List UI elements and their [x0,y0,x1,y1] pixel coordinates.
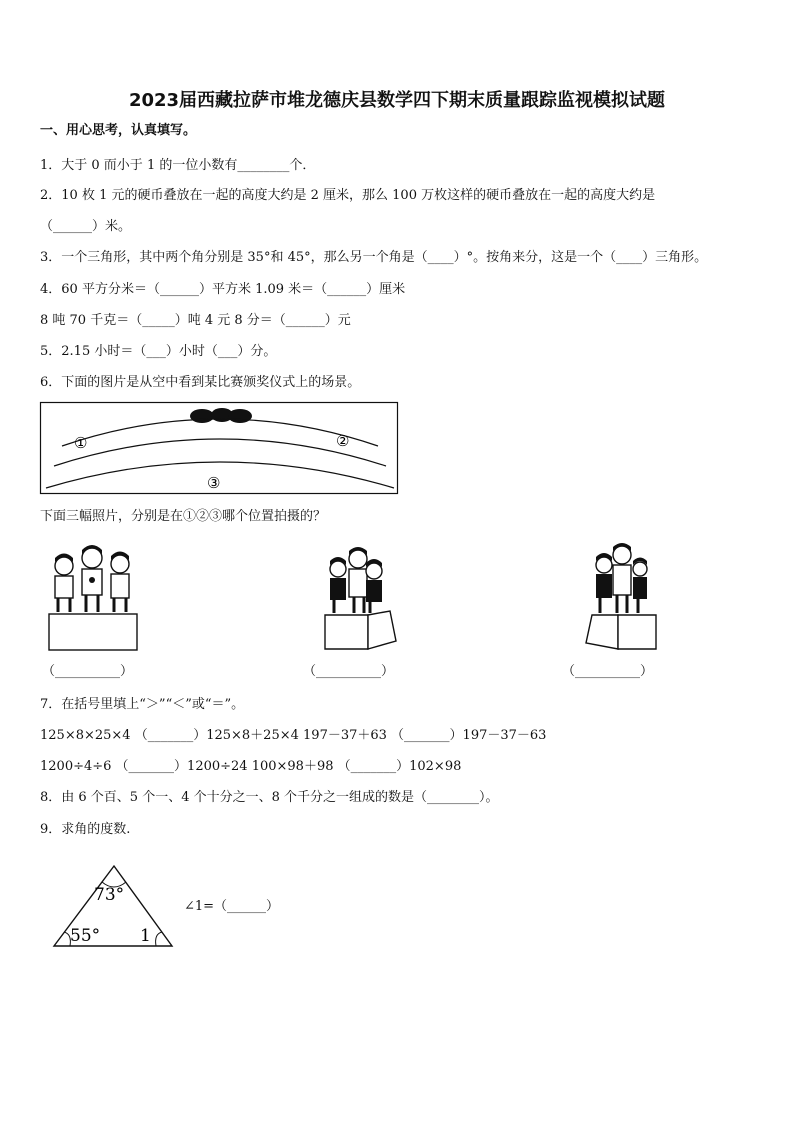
angle-answer: ∠1=（______） [184,899,280,914]
question-1: 1．大于 0 而小于 1 的一位小数有________个． [40,158,316,173]
question-8: 8．由 6 个百、5 个一、4 个十分之一、8 个千分之一组成的数是（________）。 [40,790,499,805]
photo-front-view [46,540,140,652]
photo-side-view-left [322,545,400,653]
photo-side-view-right [582,543,660,653]
position-label-3: ③ [207,474,221,492]
angle-label-left: 55° [70,926,101,946]
page-title: 2023届西藏拉萨市堆龙德庆县数学四下期末质量跟踪监视模拟试题 [128,90,666,111]
angle-label-top: 73° [94,885,125,905]
position-label-2: ② [336,432,350,450]
question-4-line-2: 8 吨 70 千克＝（_____）吨 4 元 8 分＝（______）元 [40,313,351,328]
question-7-row-2: 1200÷4÷6 （_______）1200÷24 100×98＋98 （_______）102×98 [40,759,462,774]
section-heading: 一、用心思考，认真填写。 [40,123,197,138]
triangle-figure [50,862,176,952]
angle-label-right: 1 [140,926,151,946]
question-6-sub: 下面三幅照片，分别是在①②③哪个位置拍摄的？ [40,509,327,524]
question-6: 6．下面的图片是从空中看到某比赛颁奖仪式上的场景。 [40,375,361,390]
question-7: 7．在括号里填上“＞”“＜”或“＝”。 [40,697,245,712]
answer-blank-photo-1: （__________） [42,664,134,679]
question-2-line-1: 2．10 枚 1 元的硬币叠放在一起的高度大约是 2 厘米，那么 100 万枚这样的硬币叠放在一起的高度大约是 [40,188,656,203]
question-3: 3．一个三角形，其中两个角分别是 35°和 45°，那么另一个角是（____）°。按角来分，这是一个（____）三角形。 [40,250,708,265]
position-label-1: ① [74,434,88,452]
answer-blank-photo-3: （__________） [562,664,654,679]
question-5: 5．2.15 小时＝（___）小时（___）分。 [40,344,277,359]
aerial-view-figure [40,402,398,494]
question-4-line-1: 4．60 平方分米＝（______）平方米 1.09 米＝（______）厘米 [40,282,406,297]
question-9: 9．求角的度数. [40,822,131,837]
question-7-row-1: 125×8×25×4 （_______）125×8＋25×4 197－37＋63 （_______）197－37－63 [40,728,547,743]
question-2-line-2: （______）米。 [40,219,132,234]
answer-blank-photo-2: （__________） [303,664,395,679]
